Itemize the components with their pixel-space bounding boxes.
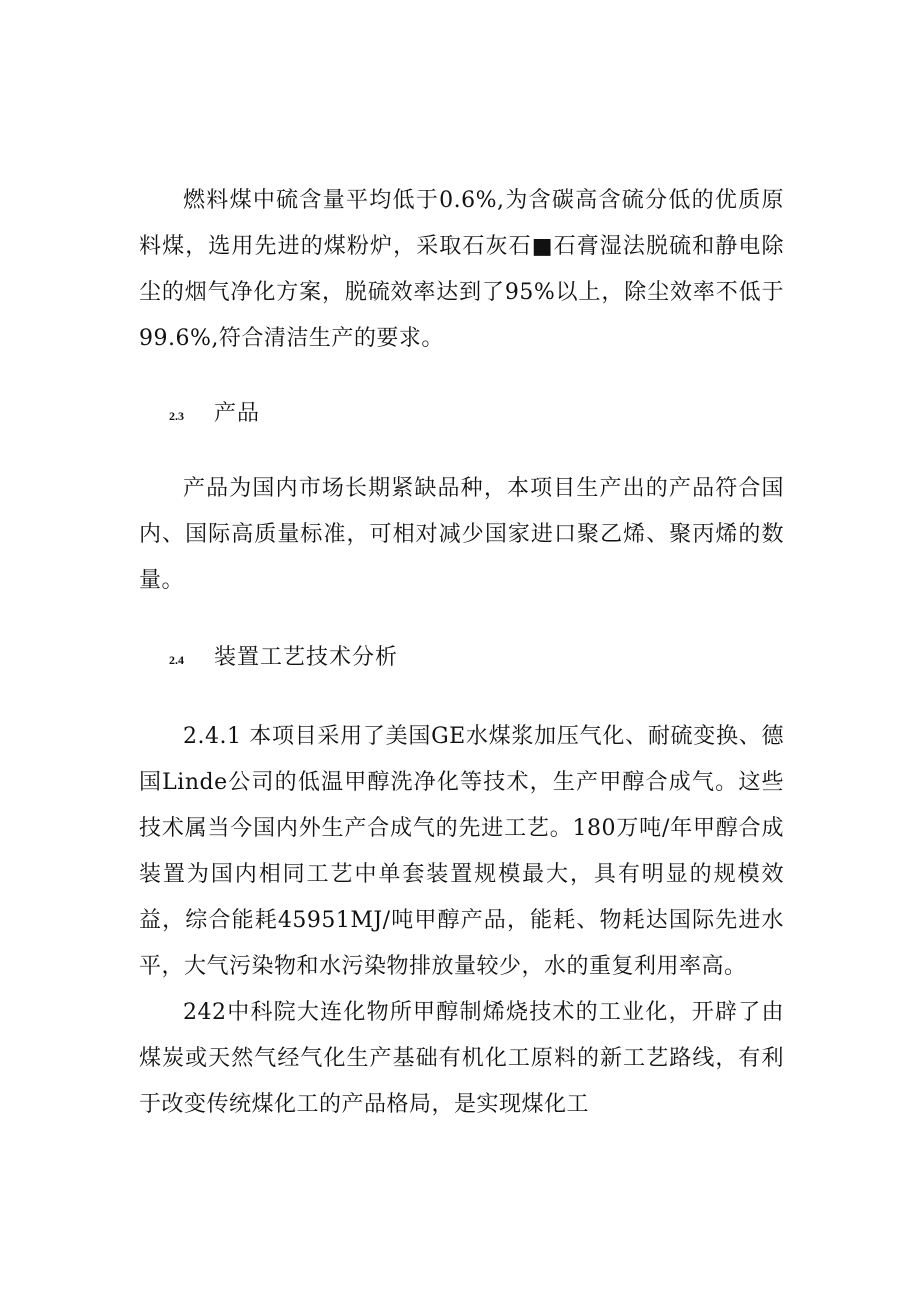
paragraph-mto-technology: 242中科院大连化物所甲醇制烯烧技术的工业化，开辟了由煤炭或天然气经气化生产基础有机化工原料的新工艺路线，有利于改变传统煤化工的产品格局，是实现煤化工 bbox=[139, 1000, 784, 1117]
paragraph-process-technology: 2.4.1 本项目采用了美国GE水煤浆加压气化、耐硫变换、德国Linde公司的低温甲醇洗净化等技术，生产甲醇合成气。这些技术属当今国内外生产合成气的先进工艺。180万吨/年甲醇合成装置为国内相同工艺中单套装置规模最大，具有明显的规模效益，综合能耗45951MJ/吨甲醇产品，能耗、物耗达国际先进水平，大气污染物和水污染物排放量较少，水的重复利用率高。 bbox=[139, 724, 784, 979]
document-page bbox=[139, 178, 784, 1128]
section-heading-2-4 bbox=[139, 636, 784, 680]
paragraph-fuel-coal: 燃料煤中硫含量平均低于0.6%,为含碳高含硫分低的优质原料煤，选用先进的煤粉炉，采取石灰石■石膏湿法脱硫和静电除尘的烟气净化方案，脱硫效率达到了95%以上，除尘效率不低于99.6%,符合清洁生产的要求。 bbox=[139, 188, 784, 351]
section-title: 装置工艺技术分析 bbox=[214, 645, 399, 670]
section-number: 2.4 bbox=[169, 653, 184, 667]
paragraph-products: 产品为国内市场长期紧缺品种，本项目生产出的产品符合国内、国际高质量标准，可相对减少国家进口聚乙烯、聚丙烯的数量。 bbox=[139, 476, 784, 593]
section-heading-2-3 bbox=[139, 392, 784, 436]
section-number: 2.3 bbox=[169, 409, 184, 423]
section-title: 产品 bbox=[214, 401, 261, 426]
